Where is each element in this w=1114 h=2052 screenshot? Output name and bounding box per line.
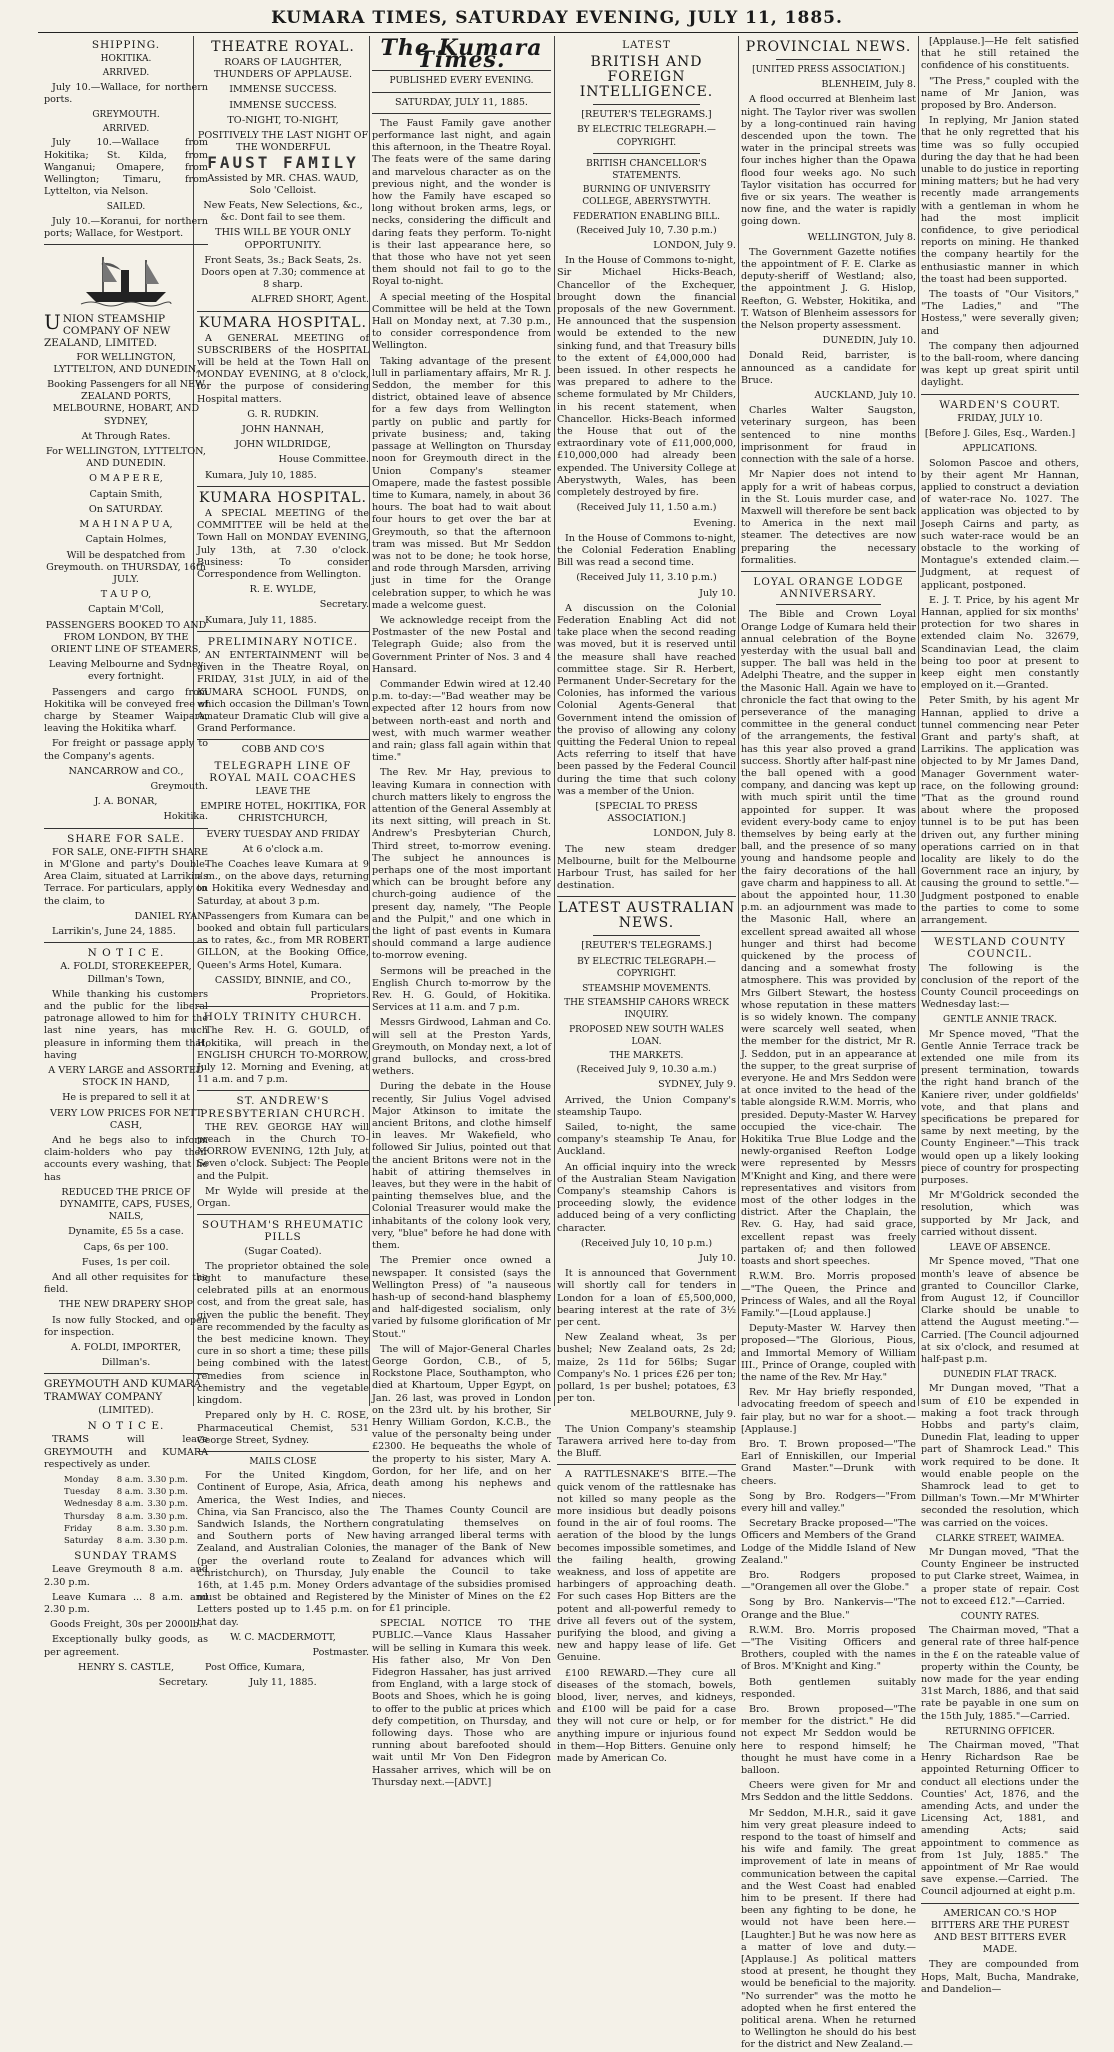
paragraph: Captain M'Coll, [88,604,164,616]
paragraph: (Received July 11, 3.10 p.m.) [576,572,717,584]
paragraph: Rev. Mr Hay briefly responded, advocating freedom of speech and fair play, but no war for a shoot.—[Applause.] [741,1387,916,1435]
subheading: HOKITIKA. [100,54,152,65]
paragraph: Taking advantage of the present lull in parliamentary affairs, Mr R. J. Seddon, the member for this district, obtained leave of absence for a few days from Wellington partly on public and partly for private business; and, taking passage at Wellington on Thursday noon for Greymouth direct in the Union Company's steamer Omapere, made the fastest possible time to Kumara, namely, in about 36 hours. The boat had to wait about four hours to get over the bar at Greymouth, so that the afternoon tram was missed. But Mr Seddon was not to be done; he took horse, and rode through Marsden, arriving just in time for the Orange celebration supper, to which he was made a welcome guest. [372,355,551,611]
paragraph: Deputy-Master W. Harvey then proposed—"The Glorious, Pious, and Immortal Memory of William III., Prince of Orange, coupled with the name of the Rev. Mr Hay." [741,1323,916,1383]
paragraph: R.W.M. Bro. Morris proposed—"The Visiting Officers and Brothers, coupled with the names of Bros. M'Knight and King." [741,1624,916,1673]
paragraph: [SPECIAL TO PRESS ASSOCIATION.] [595,800,698,825]
table-row: Wednesday 8 a.m. 3.30 p.m. [64,1499,188,1510]
paragraph: BY ELECTRIC TELEGRAPH.—COPYRIGHT. [577,125,716,148]
paragraph: It is announced that Government will shortly call for tenders in London for a loan of £5,500,000, bearing interest at the rate of 3½ per cent. [557,1268,736,1329]
divider [44,1373,208,1374]
paragraph: POSITIVELY THE LAST NIGHT OF THE WONDERFUL [197,130,369,154]
paragraph: IMMENSE SUCCESS. [229,84,337,96]
paragraph: PASSENGERS BOOKED TO AND FROM LONDON, BY THE ORIENT LINE OF STEAMERS, [45,619,207,655]
paragraph: The Faust Family gave another performance last night, and again this afternoon, in the Theatre Royal. The feats were of the same daring and marvelous character as on the previous night, and the wonder is how the Family have escaped so long without broken arms, legs, or necks, considering the difficult and daring feats they perform. To-night is their last appearance here, so that those who have not yet seen them should not fail to go to the Royal to-night. [372,117,551,288]
paragraph: In the House of Commons to-night, Sir Michael Hicks-Beach, Chancellor of the Exchequer, brought down the financial proposals of the new Government. He announced that the suspension would be extended to the new sinking fund, and that Treasury bills to the extent of £4,000,000 had been issued. In other respects he was prepared to adhere to the scheme formulated by Mr Childers, in his recent statement, when Chancellor. Hicks-Beach informed the House that out of the extraordinary vote of £11,000,000, £10,000,000 had already been expended. The University College at Aberystwyth, Wales, has been completely destroyed by fire. [557,255,736,499]
column-divider [738,36,739,1406]
paragraph: July 10.—Wallace, for northern ports. [44,81,208,105]
paragraph: Post Office, Kumara, [205,1662,305,1674]
divider [557,1464,736,1465]
theatre-heading: THEATRE ROYAL. [211,39,355,55]
paragraph: JOHN HANNAH, [242,424,324,436]
steamship-illustration [44,249,208,309]
paragraph: He is prepared to sell it at [62,1092,190,1104]
paragraph: Charles Walter Saugston, veterinary surgeon, has been sentenced to nine months imprisonment for fraud in connection with the sale of a horse. [741,405,916,466]
paragraph: Bro. Rodgers proposed—"Orangemen all over the Globe." [741,1569,916,1594]
divider [197,1214,369,1215]
paragraph: The Rev. Mr Hay, previous to leaving Kumara in connection with church matters likely to engross the attention of the General Assembly at its next sitting, will preach in St. Andrew's Presbyterian Church, Third street, to-morrow evening. The subject he announces is perhaps one of the most important which can be brought before any church-going audience of the present day, namely, "The People and the Pulpit," and one which in the light of past events in Kumara should command a large audience to-morrow evening. [372,767,551,962]
subheading: STEAMSHIP MOVEMENTS. [582,984,711,994]
faust-family-title: FAUST FAMILY [207,153,359,173]
column-divider [369,36,370,1406]
standrews-heading: ST. ANDREW'S PRESBYTERIAN CHURCH. [200,1095,366,1120]
prelim-heading: PRELIMINARY NOTICE. [207,635,359,648]
paragraph: The Thames County Council are congratulating themselves on having arranged liberal terms with the manager of the Bank of New Zealand for advances which will enable the Council to take advantage of the subsidies promised by the Minister of Mines on the £2 for £1 principle. [372,1505,551,1614]
paragraph: [REUTER'S TELEGRAMS.] [581,109,712,121]
trinity-heading: HOLY TRINITY CHURCH. [203,1011,363,1024]
paragraph: Dynamite, £5 5s a case. [68,1226,184,1238]
paragraph: Hokitika. [163,811,208,823]
paragraph: July 10. [699,1253,736,1265]
paragraph: BLENHEIM, July 8. [821,79,916,91]
divider [197,311,369,312]
paragraph: Fuses, 1s per coil. [81,1256,171,1268]
paragraph: Secretary. [319,599,369,611]
tramway-heading: GREYMOUTH AND KUMARA TRAMWAY COMPANY [44,1378,202,1403]
paragraph: Greymouth. [150,780,208,792]
subheading: SAILED. [106,202,146,213]
subheading: RETURNING OFFICER. [945,1726,1055,1737]
notice-heading: N O T I C E. [87,947,165,960]
subheading: BRITISH CHANCELLOR'S STATEMENTS. [586,158,707,182]
paragraph: [Applause.]—He felt satisfied that he still retained the confidence of his constituents. [921,36,1079,72]
paragraph: W. C. MACDERMOTT, [230,1631,336,1643]
paragraph: Caps, 6s per 100. [83,1241,169,1253]
paragraph: WELLINGTON, July 8. [807,231,916,243]
divider [372,92,551,93]
paragraph: A. FOLDI, IMPORTER, [70,1342,182,1354]
column-4 [557,36,736,1764]
paragraph: Sailed, to-night, the same company's steamship Te Anau, for Auckland. [557,1122,736,1158]
divider [197,486,369,487]
paragraph: NANCARROW and CO., [68,765,184,777]
divider [776,59,881,60]
paragraph: New Feats, New Selections, &c., &c. Dont fail to see them. [203,200,363,224]
divider [593,153,700,154]
paper-title: The Kumara Times. [380,35,543,74]
tram-notice-heading: N O T I C E. [87,1420,165,1433]
paragraph: SPECIAL NOTICE TO THE PUBLIC.—Vance Klaus Hassaher will be selling in Kumara this week. His father also, Mr Von Den Fidegron Hassaher, has just arrived from England, with a large stock of Boots and Shoes, which he is going to offer to the public at prices which defy competition, on Thursday, and following days. Those who are running about barefooted should wait until Mr Von Den Fidegron Hassaher arrives, which will be on Thursday next.—[ADVT.] [372,1618,551,1788]
paragraph: (Received July 10, 7.30 p.m.) [576,224,717,236]
paragraph: ALFRED SHORT, Agent. [251,294,369,306]
paragraph: LONDON, July 8. [653,828,736,840]
paragraph: The Bible and Crown Loyal Orange Lodge of Kumara held their annual celebration of the Boyne yesterday with the usual ball and supper. The ball was held in the Adelphi Theatre, and the supper in the Masonic Hall. Again we have to chronicle the fact that owing to the perseverance of the managing committee in the general conduct of the arrangements, the festival has this year also proved a grand success. Shortly after half-past nine the ball opened with a good company, and dancing was kept up with much spirit until the time appointed for supper. It was evident every-body came to enjoy themselves by being early at the ball, and the presence of so many young and handsome people and the fairy decorations of the hall gave charm and happiness to all. At about the appointed hour, 11.30 p.m. an adjournment was made to the Masonic Hall, where an excellent spread awaited all whose hunger and thirst had become quickened by the process of dancing and a somewhat frosty atmosphere. This was provided by Mrs Gilbert Stewart, the hostess whose reputation in these matters is so widely known. The company were scarcely well seated, when the member for the district, Mr R. J. Seddon, put in an appearance at the supper, to the great surprise of everyone. He and Mrs Seddon were at once invited to the head of the table alongside R.W.M. Morris, who presided. Deputy-Master W. Harvey occupied the vice-chair. The Hokitika True Blue Lodge and the newly-organised Reefton Lodge were represented by Messrs M'Knight and King, and there were representatives and visitors from most of the other lodges in the district. After the Chaplain, the Rev. G. Hay, had said grace, excellent repast was freely partaken of; and then followed toasts and short speeches. [741,609,916,1268]
paragraph: A discussion on the Colonial Federation Enabling Act did not take place when the second reading was moved, but it is reserved until the measure shall have reached committee stage. Sir R. Herbert, Permanent Under-Secretary for the Colonies, has informed the various Colonial Agents-General that Government intend the omission of the proviso of allowing any colony quitting the Federal Union to repeal Acts referring to itself that have been passed by the Federal Council during the time that such colony was a member of the Union. [557,602,736,797]
paragraph: In replying, Mr Janion stated that he only regretted that his time was so fully occupied during the day that he had been unable to do justice in reporting mining matters; but he had very recently made arrangements with a gentleman in whom he had the most implicit confidence, to give periodical reports on mining. He thanked the company heartily for the enthusiastic manner in which the toast had been supported. [921,115,1079,285]
provincial-heading: PROVINCIAL NEWS. [745,39,912,55]
paragraph: R. E. WYLDE, [249,584,317,596]
divider [197,631,369,632]
paragraph: Mr Dungan moved, "That a sum of £10 be expended in making a foot track through Hobbs and party's claim, Dunedin Flat, leading to upper part of Shamrock Lead." This work required to be done. It would enable people on the Shamrock lead to get to Dillman's Town.—Mr M'Whirter seconded the resolution, which was carried on the voices. [921,1383,1079,1529]
paragraph: Mr Napier does not intend to apply for a writ of habeas corpus, in the St. Louis murder case, and Maxwell will therefore be sent back to America in the next mail steamer. The detectives are now preparing the necessary formalities. [741,469,916,566]
paragraph: Front Seats, 3s.; Back Seats, 2s. Doors open at 7.30; commence at 8 sharp. [201,254,365,291]
paragraph: For freight or passage apply to the Company's agents. [44,738,208,762]
table-row: Friday 8 a.m. 3.30 p.m. [64,1523,188,1534]
paragraph: Exceptionally bulky goods, as per agreement. [44,1634,208,1658]
paragraph: Mr M'Goldrick seconded the resolution, which was supported by Mr Jack, and carried without dissent. [921,1190,1079,1238]
paragraph: EVERY TUESDAY AND FRIDAY [206,828,360,840]
telegraph-heading: TELEGRAPH LINE OF ROYAL MAIL COACHES [209,759,357,784]
paragraph: DUNEDIN, July 10. [822,335,916,347]
paragraph: During the debate in the House recently, Sir Julius Vogel advised Major Atkinson to imitate the ancient Britons, and clothe himself in leaves. Mr Wakefield, who followed Sir Julius, pointed out that the ancient Britons were not in the habit of attiring themselves in leaves, but they were in the habit of painting themselves blue, and the Colonial Treasurer would make the inhabitants of the colony look very, very, "blue" before he had done with them. [372,1081,551,1252]
date-line: SATURDAY, JULY 11, 1885. [395,96,528,108]
column-2 [197,36,369,1689]
paragraph: LONDON, July 9. [653,240,736,252]
paragraph: ROARS OF LAUGHTER, THUNDERS OF APPLAUSE. [213,57,353,81]
paragraph: SYDNEY, July 9. [658,1079,736,1091]
paragraph: J. A. BONAR, [94,796,158,808]
paragraph: A VERY LARGE and ASSORTED STOCK IN HAND, [48,1065,204,1089]
paragraph: July 11, 1885. [249,1677,317,1689]
paragraph: Prepared only by H. C. ROSE, Pharmaceutical Chemist, 531 George Street, Sydney. [197,1410,369,1446]
paragraph: TRAMS will leave GREYMOUTH and KUMARA respectively as under. [44,1434,208,1470]
published-line: PUBLISHED EVERY EVENING. [389,76,534,87]
table-row: Monday 8 a.m. 3.30 p.m. [64,1474,188,1485]
paragraph: THE NEW DRAPERY SHOP [59,1299,193,1311]
paragraph: REDUCED THE PRICE OF DYNAMITE, CAPS, FUSES, NAILS, [59,1186,193,1223]
paragraph: The will of Major-General Charles George Gordon, C.B., of 5, Rockstone Place, Southampton, who died at Khartoum, Upper Egypt, on Jan. 26 last, was proved in London on the 23rd ult. by his brother, Sir Henry William Gordon, K.C.B., the value of the personalty being under £2300. He bequeaths the whole of the property to his sister, Mary A. Gordon, for her life, and on her death among his nephews and nieces. [372,1343,551,1502]
paragraph: LEAVE THE [255,786,311,797]
divider [593,104,700,105]
paragraph: Dillman's. [101,1357,151,1369]
ship-name: T A U P O, [100,589,152,601]
loyal-orange-heading: LOYAL ORANGE LODGE ANNIVERSARY. [753,575,904,601]
paragraph: The company then adjourned to the ball-room, where dancing was kept up great spirit until daylight. [921,340,1079,389]
subheading: ARRIVED. [102,124,150,135]
paragraph: For WELLINGTON, LYTTELTON, AND DUNEDIN. [46,446,206,470]
paragraph: Solomon Pascoe and others, by their agent Mr Hannan, applied to construct a deviation of water-race No. 1027. The application was objected to by Joseph Cairns and party, as such water-race would be an obstacle to the working of Montague's extended claim.—Judgment, at request of applicant, postponed. [921,457,1079,591]
paragraph: Proprietors. [310,990,369,1001]
paragraph: Bro. T. Brown proposed—"The Earl of Enniskillen, our Imperial Grand Master."—Drunk with cheers. [741,1438,916,1487]
latest-heading: LATEST [622,39,671,51]
paragraph: (Received July 11, 1.50 a.m.) [576,502,717,514]
subheading: DUNEDIN FLAT TRACK. [943,1370,1057,1381]
paragraph: The Coaches leave Kumara at 9 a.m., on the above days, returning to Hokitika every Wednesday and Saturday, at about 3 p.m. [197,858,369,907]
paragraph: TO-NIGHT, TO-NIGHT, [227,114,339,126]
divider [372,113,551,114]
subheading: ARRIVED. [102,68,150,79]
subheading: THE STEAMSHIP CAHORS WRECK INQUIRY. [564,998,729,1021]
paragraph: The Union Company's steamship Tarawera arrived here to-day from the Bluff. [557,1423,736,1460]
hop-bitters-heading: AMERICAN CO.'S HOP BITTERS ARE THE PUREST AND BEST BITTERS EVER MADE. [930,1907,1070,1956]
paragraph: In the House of Commons to-night, the Colonial Federation Enabling Bill was read a second time. [557,532,736,569]
paragraph: IMMENSE SUCCESS. [229,99,337,111]
paragraph: Will be despatched from Greymouth. on THURSDAY, 16th JULY. [46,549,206,585]
tram-timetable [62,1474,190,1547]
paragraph: New Zealand wheat, 3s per bushel; New Zealand oats, 2s 2d; maize, 2s 11d for 56lbs; Sugar Company's No. 1 prices £26 per ton; pollard, 1s per bushel; potatoes, £3 per ton. [557,1332,736,1405]
table-row: Saturday 8 a.m. 3.30 p.m. [64,1535,188,1546]
column-1 [44,36,208,1688]
subheading: BURNING OF UNIVERSITY COLLEGE, ABERYSTWYTH. [582,185,711,208]
paragraph: A RATTLESNAKE'S BITE.—The quick venom of the rattlesnake has not killed so many people as the more insidious but deadly poisons found in the air of foul rooms. The aeration of the blood by the lungs becomes impossible sometimes, and the failing health, growing weakness, and loss of appetite are harbingers of approaching death. For such cases Hop Bitters are the potent and all-powerful remedy to drive all fevers out of the system, purifying the blood, and giving a new and happy lease of life. Get Genuine. [557,1469,736,1664]
paragraph: Larrikin's, June 24, 1885. [52,925,176,937]
paragraph: The Premier once owned a newspaper. It consisted (says the Wellington Press) of "a nauseous hash-up of second-hand blasphemy and half-digested socialism, only varied by fulsome glorification of Mr Stout." [372,1255,551,1340]
paragraph: COBB AND CO'S [241,744,325,756]
divider [197,739,369,740]
divider [921,1903,1079,1904]
paragraph: (Received July 10, 10 p.m.) [580,1237,713,1249]
subheading: LEAVE OF ABSENCE. [949,1243,1051,1254]
hospital-heading: KUMARA HOSPITAL. [199,314,367,331]
paragraph: DANIEL RYAN. [134,910,208,922]
paragraph: Kumara, July 11, 1885. [205,614,317,626]
paragraph: July 10.—Wallace from Hokitika; St. Kilda, from Wanganui; Omapere, from Wellington; Timaru, from Lyttelton, via Nelson. [44,137,208,198]
paragraph: E. J. T. Price, by his agent Mr Hannan, applied for six months' protection for two shares in extended claim No. 32679, Scandinavian Lead, the claim being too poor at present to keep eight men constantly employed on it.—Granted. [921,594,1079,692]
divider [557,896,736,897]
top-rule [38,32,1078,33]
column-divider [918,36,919,1406]
subheading: COUNTY RATES. [960,1611,1040,1622]
paragraph: HENRY S. CASTLE, [77,1661,175,1673]
share-heading: SHARE FOR SALE. [67,832,185,845]
paragraph: On SATURDAY. [88,503,164,515]
divider [44,244,208,245]
paragraph: Is now fully Stocked, and open for inspection. [44,1314,208,1338]
paragraph: Messrs Girdwood, Lahman and Co. will sell at the Preston Yards, Greymouth, on Monday next, a lot of grand bullocks, and cross-bred wethers. [372,1017,551,1078]
paragraph: Cheers were given for Mr and Mrs Seddon and the little Seddons. [741,1780,916,1804]
paragraph: VERY LOW PRICES FOR NETT CASH, [50,1107,202,1131]
paragraph: The Chairman moved, "That Henry Richardson Rae be appointed Returning Officer to conduct all elections under the Counties' Act, 1876, and the amending Acts, and under the Licensing Act, 1881, and amending Acts; said appointment to commence as from 1st July, 1885." The appointment of Mr Rae would save expense.—Carried. The Council adjourned at eight p.m. [921,1740,1079,1898]
divider [197,1451,369,1452]
subheading: THE MARKETS. [609,1051,684,1062]
column-divider [554,36,555,1406]
paragraph: Mr Wylde will preside at the Organ. [197,1185,369,1210]
paragraph: Secretary Bracke proposed—"The Officers and Members of the Grand Lodge of the Middle Island of New Zealand." [741,1518,916,1566]
paragraph: The toasts of "Our Visitors," "The Ladies," and "The Hostess," were severally given; and [921,289,1079,337]
paragraph: BY ELECTRIC TELEGRAPH.—COPYRIGHT. [577,956,716,979]
paragraph: At 6 o'clock a.m. [242,843,324,855]
paragraph: Mr Spence moved, "That the Gentle Annie Terrace track be extended one mile from its present termination, towards the right hand branch of the Kaniere river, under goldfields' vote, and that plans and specifications be prepared for same by next meeting, by the County Engineer."—This track would open up a likely looking piece of country for prospecting purposes. [921,1028,1079,1187]
divider [197,1006,369,1007]
paragraph: The Government Gazette notifies the appointment of F. E. Clarke as deputy-sheriff of Westland; also, the appointment J. G. Hislop, Reefton, G. Webster, Hokitika, and T. Watson of Blenheim assessors for the Nelson property assessment. [741,246,916,332]
paragraph: (LIMITED). [98,1404,154,1416]
paragraph: And all other requisites for the field. [44,1272,208,1296]
subheading: APPLICATIONS. [962,444,1038,455]
wardens-heading: WARDEN'S COURT. [939,398,1061,411]
subheading: PROPOSED NEW SOUTH WALES LOAN. [569,1024,724,1047]
paragraph: For the United Kingdom, Continent of Europe, Asia, Africa, America, the West Indies, and China, via San Francisco, also the Sandwich Islands, the Northern and Southern ports of New Zealand, and Australian Colonies, (per the overland route to Christchurch), on Thursday, July 16th, at 1.45 p.m. Money Orders must be obtained and Registered Letters posted up to 1.45 p.m. on that day. [197,1470,369,1628]
paragraph: FOR SALE, ONE-FIFTH SHARE in M'Glone and party's Double-Area Claim, situated at Larrikin's Terrace. For particulars, apply on the claim, to [44,846,208,907]
paragraph: The Chairman moved, "That a general rate of three half-pence in the £ on the rateable value of property within the County, be now made for the year ending 31st March, 1886, and that said rate be payable in one sum on the 15th July, 1885."—Carried. [921,1625,1079,1722]
subheading: FEDERATION ENABLING BILL. [572,211,721,222]
paragraph: We acknowledge receipt from the Postmaster of the new Postal and Telegraph Guide; also from the Government Printer of Nos. 3 and 4 Hansard. [372,614,551,675]
paragraph: While thanking his customers and the public for the liberal patronage allowed to him for the last nine years, has much pleasure in informing them that, having [44,988,208,1061]
column-3 [372,35,551,1788]
paragraph: They are compounded from Hops, Malt, Bucha, Mandrake, and Dandelion— [921,1959,1079,1995]
shipping-heading: SHIPPING. [91,39,161,51]
paragraph: An official inquiry into the wreck of the Australian Steam Navigation Company's steamship Cahors is proceeding slowly, the evidence adduced being of a very conflicting character. [557,1161,736,1234]
paragraph: Secretary. [158,1676,208,1688]
paragraph: G. R. RUDKIN. [247,408,319,420]
table-row: Thursday 8 a.m. 3.30 p.m. [64,1511,188,1522]
divider [44,942,208,943]
column-6 [921,36,1079,1995]
paragraph: Donald Reid, barrister, is announced as a candidate for Bruce. [741,350,916,386]
pills-heading: SOUTHAM'S RHEUMATIC PILLS [201,1219,365,1244]
paragraph: Evening. [693,517,736,529]
ship-name: M A H I N A P U A, [79,519,173,531]
paragraph: Mr Dungan moved, "That the County Engineer be instructed to put Clarke street, Waimea, in a proper state of repair. Cost not to exceed £12."—Carried. [921,1546,1079,1607]
subheading: CLARKE STREET, WAIMEA. [935,1533,1065,1544]
paragraph: THE REV. GEORGE HAY will preach in the Church TO-MORROW EVENING, 12th July, at Seven o'clock. Subject: The People and the Pulpit. [197,1121,369,1182]
paragraph: Bro. Brown proposed—"The member for the district." He did not expect Mr Seddon would be here to respond himself; he thought he must have come in a balloon. [741,1704,916,1777]
paragraph: MELBOURNE, July 9. [630,1408,736,1420]
paragraph: Goods Freight, 30s per 2000lb. [50,1619,202,1631]
subheading: GENTLE ANNIE TRACK. [942,1015,1058,1026]
paragraph: [Before J. Giles, Esq., Warden.] [924,428,1076,440]
paragraph: Peter Smith, by his agent Mr Hannan, applied to drive a tunnel commencing near Peter Grant and party's shaft, at Larrikins. The application was objected to by Mr James Dand, Manager Government water-race, on the following ground: "That as the ground round about where the proposed tunnel is to be put has been driven out, any further mining operations carried on in that locality are likely to do the Government race an injury, by causing the ground to settle."—Judgment postponed to enable the parties to come to some arrangement. [921,695,1079,927]
australian-heading: LATEST AUSTRALIAN NEWS. [557,900,736,932]
paragraph: Mr Seddon, M.H.R., said it gave him very great pleasure indeed to respond to the toast of himself and his wife and family. The great improvement of late in means of communication between the capital and the West Coast had enabled him to be present. If there had been any fighting to be done, he would not have been here.—[Laughter.] But he was now here as a matter of love and duty.—[Applause.] As political matters stood at present, he thought they would be beneficial to the majority. "No surrender" was the motto he adopted when he first entered the political arena. When he returned to Wellington he should do his best for the district and New Zealand.— [741,1807,916,2051]
paragraph: A GENERAL MEETING of SUBSCRIBERS of the HOSPITAL will be held at the Town Hall on MONDAY EVENING, at 8 o'clock, for the purpose of considering Hospital matters. [197,332,369,405]
divider [741,571,916,572]
paragraph: At Through Rates. [81,430,171,442]
paragraph: Mr Spence moved, "That one month's leave of absence be granted to Councillor Clarke, from August 12, if Councillor Clarke should be unable to attend the August meeting."—Carried. [The Council adjourned at six o'clock, and resumed at half-past p.m. [921,1256,1079,1365]
paragraph: R.W.M. Bro. Morris proposed—"The Queen, the Prince and Princess of Wales, and all the Royal Family."—[Loud applause.] [741,1271,916,1319]
paragraph: Song by Bro. Rodgers—"From every hill and valley." [741,1490,916,1514]
table-row: Tuesday 8 a.m. 3.30 p.m. [64,1487,188,1498]
divider [921,931,1079,932]
paragraph: And he begs also to inform claim-holders who pay their accounts every washing, that he has [44,1135,208,1183]
paragraph: Leaving Melbourne and Sydney every fortnight. [48,659,204,683]
paragraph: Passengers from Kumara can be booked and obtain full particulars as to rates, &c., from MR ROBERT GILLON, at the Booking Office, Queen's Arms Hotel, Kumara. [197,910,369,971]
paragraph: The new steam dredger Melbourne, built for the Melbourne Harbour Trust, has sailed for her destination. [557,843,736,892]
westland-heading: WESTLAND COUNTY COUNCIL. [934,936,1066,961]
paragraph: A SPECIAL MEETING of the COMMITTEE will be held at the Town Hall on MONDAY EVENING, July 13th, at 7.30 o'clock. Business: To consider Correspondence from Wellington. [197,507,369,580]
paragraph: Leave Kumara ... 8 a.m. and 2.30 p.m. [44,1591,208,1615]
paragraph: July 10. [699,587,736,599]
divider [197,1090,369,1091]
divider [921,394,1079,395]
mails-heading: MAILS CLOSE [249,1456,317,1467]
paragraph: Sermons will be preached in the English Church to-morrow by the Rev. H. G. Gould, of Hokitika. Services at 11 a.m. and 7 p.m. [372,965,551,1014]
paragraph: Captain Smith, [89,488,163,500]
paragraph: CASSIDY, BINNIE, and CO., [214,974,352,986]
paragraph: Leave Greymouth 8 a.m. and 2.30 p.m. [44,1564,208,1588]
divider [44,828,208,829]
paragraph: Arrived, the Union Company's steamship Taupo. [557,1094,736,1118]
paragraph: House Committee. [278,454,369,466]
column-5 [741,36,916,2051]
paragraph: AUCKLAND, July 10. [814,390,916,402]
subheading: GREYMOUTH. [92,110,160,121]
paragraph: £100 REWARD.—They cure all diseases of the stomach, bowels, blood, liver, nerves, and kidneys, and £100 will be paid for a case they will not cure or help, or for anything impure or injurious found in them—Hop Bitters. Genuine only made by American Co. [557,1667,736,1764]
paragraph: The proprietor obtained the sole right to manufacture these celebrated pills at an enormous cost, and from the great sale, has given the public the benefit. They are recommended by the faculty as the best medicine known. They cure in so short a time; these pills being combined with the latest remedies from science in chemistry and the vegetable kingdom. [197,1260,369,1407]
paragraph: "The Press," coupled with the name of Mr Janion, was proposed by Bro. Anderson. [921,75,1079,112]
paragraph: A special meeting of the Hospital Committee will be held at the Town Hall on Monday next, at 7.30 p.m., to consider correspondence from Wellington. [372,291,551,352]
union-heading: UNION STEAMSHIP COMPANY OF NEW ZEALAND, LIMITED. [44,310,171,350]
paragraph: Assisted by MR. CHAS. WAUD, Solo 'Celloist. [207,172,359,196]
paragraph: JOHN WILDRIDGE, [235,439,331,451]
paragraph: (Received July 9, 10.30 a.m.) [576,1064,717,1076]
paragraph: Both gentlemen suitably responded. [741,1676,916,1700]
paragraph: AN ENTERTAINMENT will be given in the Theatre Royal, on FRIDAY, 31st JULY, in aid of the KUMARA SCHOOL FUNDS, on which occasion the Dillman's Town Amateur Dramatic Club will give a Grand Performance. [197,649,369,735]
sunday-heading: SUNDAY TRAMS [74,1550,178,1563]
masthead: KUMARA TIMES, SATURDAY EVENING, JULY 11, 1885. [271,8,843,28]
ship-name: O M A P E R E, [89,473,163,485]
paragraph: Passengers and cargo from Hokitika will be conveyed free of charge by Steamer Waipara, leaving the Hokitika wharf. [44,686,208,735]
paragraph: Commander Edwin wired at 12.40 p.m. to-day:—"Bad weather may be expected after 12 hours from now between north-east and north and west, with much warmer weather and rain; glass fall again within that time." [372,678,551,764]
paragraph: FOR WELLINGTON, LYTTELTON, AND DUNEDIN, [53,351,199,375]
paragraph: A flood occurred at Blenheim last night. The Taylor river was swollen by a long-continued rain having descended upon the town. The water in the principal streets was four inches higher than the Opawa flood four weeks ago. No such Taylor visitation has occurred for five or six years. The weather is now fine, and the water is rapidly going down. [741,94,916,228]
paragraph: Postmaster. [312,1646,369,1658]
paragraph: Kumara, July 10, 1885. [205,469,317,481]
paragraph: The following is the conclusion of the report of the County Council proceedings on Wednesday last:— [921,962,1079,1011]
paragraph: FRIDAY, JULY 10. [957,412,1043,424]
paragraph: A. FOLDI, STOREKEEPER, Dillman's Town, [60,961,192,985]
divider [776,604,881,605]
paragraph: Captain Holmes, [85,534,167,546]
paragraph: Song by Bro. Nankervis—"The Orange and the Blue." [741,1597,916,1621]
ship-icon [81,252,171,307]
paragraph: July 10.—Koranui, for northern ports; Wallace, for Westport. [44,215,208,239]
divider [593,935,700,936]
paragraph: [REUTER'S TELEGRAMS.] [581,940,712,952]
paragraph: (Sugar Coated). [244,1245,322,1257]
paragraph: The Rev. H. G. GOULD, of Hokitika, will preach in the ENGLISH CHURCH TO-MORROW, July 12. Morning and Evening, at 11 a.m. and 7 p.m. [197,1025,369,1086]
paragraph: Booking Passengers for all NEW ZEALAND PORTS, MELBOURNE, HOBART, AND SYDNEY, [47,379,205,427]
paragraph: [UNITED PRESS ASSOCIATION.] [752,65,905,75]
paragraph: THIS WILL BE YOUR ONLY OPPORTUNITY. [215,227,351,251]
british-heading: BRITISH AND FOREIGN INTELLIGENCE. [579,54,714,101]
paragraph: EMPIRE HOTEL, HOKITIKA, FOR CHRISTCHURCH, [200,801,366,825]
hospital-heading: KUMARA HOSPITAL. [199,489,367,506]
